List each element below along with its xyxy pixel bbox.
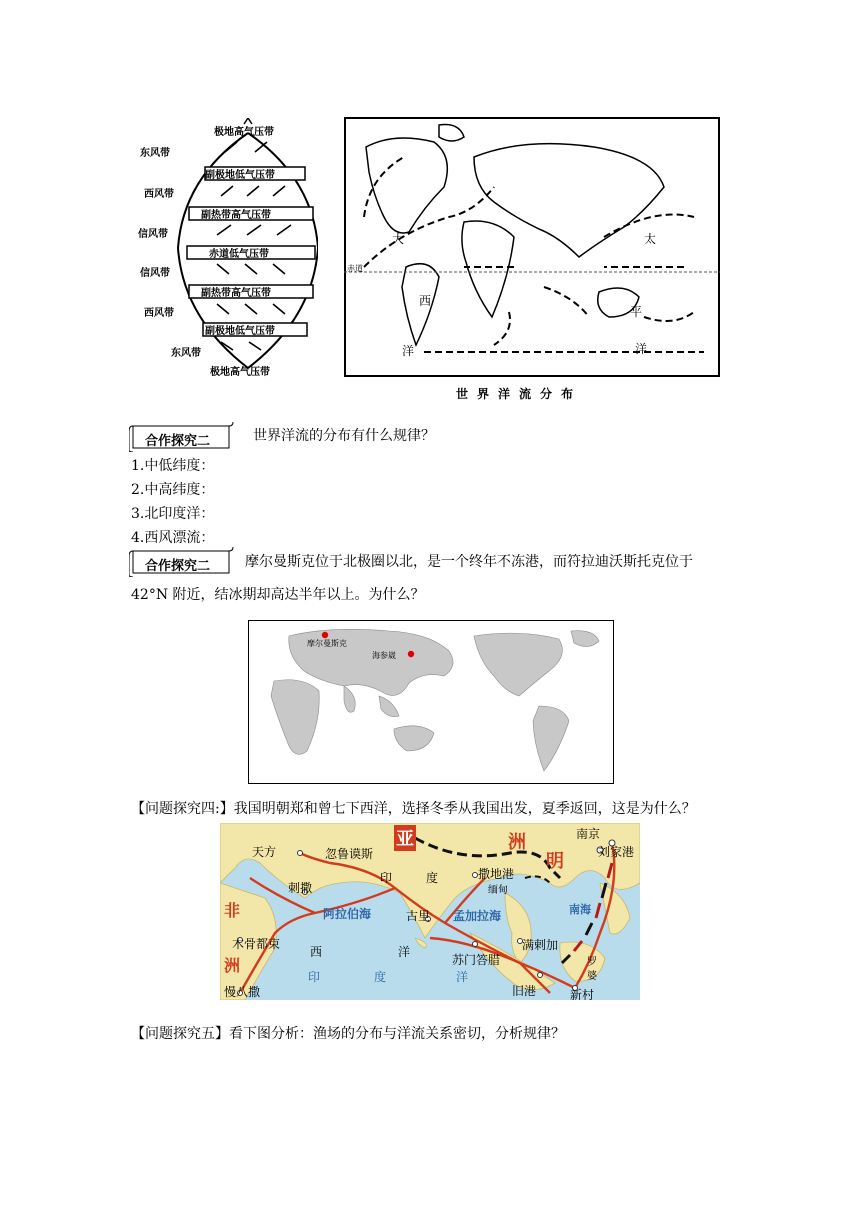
wind-label-westerlies-n: 西风带: [144, 189, 174, 200]
label-bay-bengal: 孟加拉海: [453, 909, 502, 923]
label-yang-e: 洋: [635, 342, 648, 356]
coop-inquiry-tag-1: [131, 425, 233, 451]
wind-label-easterlies-n: 东风带: [140, 148, 170, 159]
ports-world-map: [249, 621, 613, 783]
wind-label-easterlies-s: 东风带: [171, 348, 201, 359]
label-africa-fei: 非: [224, 901, 241, 920]
label-xi: 西: [310, 945, 323, 959]
zhenghe-map-figure: [220, 823, 640, 1000]
label-equator: 赤道: [347, 264, 363, 273]
label-sumendala: 苏门答腊: [452, 953, 501, 967]
label-liujiagang: 刘家港: [598, 845, 635, 859]
label-south-sea: 南海: [569, 903, 591, 916]
label-arabian-sea: 阿拉伯海: [323, 907, 372, 921]
world-currents-title: 世界洋流分布: [456, 387, 583, 401]
coop-question-2-line2: 42°N 附近，结冰期却高达半年以上。为什么？: [131, 587, 425, 603]
label-yang2: 洋: [456, 970, 469, 984]
label-asia-zhou: 洲: [508, 832, 526, 853]
list-item-west-wind-drift: 4.西风漂流：: [131, 530, 215, 546]
label-nanjing: 南京: [576, 827, 601, 841]
label-ming: 明: [546, 851, 564, 872]
pressure-belt-figure: [133, 118, 318, 383]
question-4-text: 【问题探究四:】我国明朝郑和曾七下西洋，选择冬季从我国出发，夏季返回，这是为什么？: [131, 801, 696, 817]
label-africa-zhou: 洲: [224, 956, 241, 975]
label-da: 大: [392, 232, 405, 246]
wind-label-westerlies-s: 西风带: [144, 308, 174, 319]
belt-label-subpolar-low-n: 副极地低气压带: [205, 170, 275, 181]
list-item-mid-low-latitude: 1.中低纬度：: [131, 458, 215, 474]
label-jiugang: 旧港: [512, 984, 537, 998]
belt-label-polar-high-n: 极地高气压带: [214, 127, 274, 138]
question-5: [131, 1025, 565, 1043]
belt-label-equatorial-low: 赤道低气压带: [209, 249, 269, 260]
list-item-mid-high-latitude: 2.中高纬度：: [131, 482, 215, 498]
list-item-north-indian-ocean: 3.北印度洋：: [131, 506, 215, 522]
label-asia-ya: 亚: [394, 825, 416, 851]
label-yin: 印: [308, 970, 321, 984]
belt-label-subtropical-high-s: 副热带高气压带: [201, 288, 271, 299]
coop-question-1: 世界洋流的分布有什么规律？: [253, 428, 435, 444]
label-murmansk: 摩尔曼斯克: [307, 639, 347, 648]
ports-map-figure: [248, 620, 614, 784]
world-currents-map: [344, 117, 720, 379]
belt-label-subtropical-high-n: 副热带高气压带: [201, 210, 271, 221]
label-hulumosi: 忽鲁谟斯: [325, 847, 374, 861]
label-mugudushu: 木骨都束: [232, 937, 281, 951]
label-burma: 缅甸: [488, 885, 508, 896]
coop-inquiry-tag-2: [131, 550, 233, 576]
question-4: [131, 800, 696, 818]
coop-inquiry-tag-label-1: 合作探究二: [145, 434, 211, 449]
label-manbasa: 慢八撒: [224, 985, 261, 999]
belt-label-subpolar-low-s: 副极地低气压带: [205, 326, 275, 337]
world-currents-figure: [344, 117, 720, 403]
wind-label-trade-s: 信风带: [140, 268, 170, 279]
label-malacca: 满剌加: [522, 938, 559, 952]
label-ping: 平: [630, 305, 643, 319]
label-xi: 西: [419, 294, 432, 308]
label-yang-s: 洋: [402, 344, 415, 358]
label-po: 婆: [587, 971, 597, 982]
label-sadigang: 撒地港: [478, 867, 515, 881]
label-luo: 罗: [587, 957, 597, 968]
label-india-du: 度: [426, 871, 439, 885]
wind-label-trade-n: 信风带: [138, 229, 168, 240]
coop-inquiry-tag-label-2: 合作探究二: [145, 559, 211, 574]
label-xincun: 新村: [570, 988, 595, 1000]
coop-question-2-line1: 摩尔曼斯克位于北极圈以北，是一个终年不冻港，而符拉迪沃斯托克位于: [245, 554, 693, 570]
belt-label-polar-high-s: 极地高气压带: [210, 367, 270, 378]
label-yang: 洋: [398, 945, 411, 959]
label-tianfang: 天方: [252, 845, 277, 859]
label-india-yin: 印: [380, 871, 393, 885]
label-vladivostok: 海参崴: [372, 651, 396, 660]
label-du: 度: [374, 970, 387, 984]
label-lasa: 刺撒: [288, 881, 313, 895]
label-guli: 古里: [406, 909, 431, 923]
label-tai: 太: [644, 232, 657, 246]
question-5-text: 【问题探究五】看下图分析：渔场的分布与洋流关系密切，分析规律？: [131, 1026, 565, 1042]
